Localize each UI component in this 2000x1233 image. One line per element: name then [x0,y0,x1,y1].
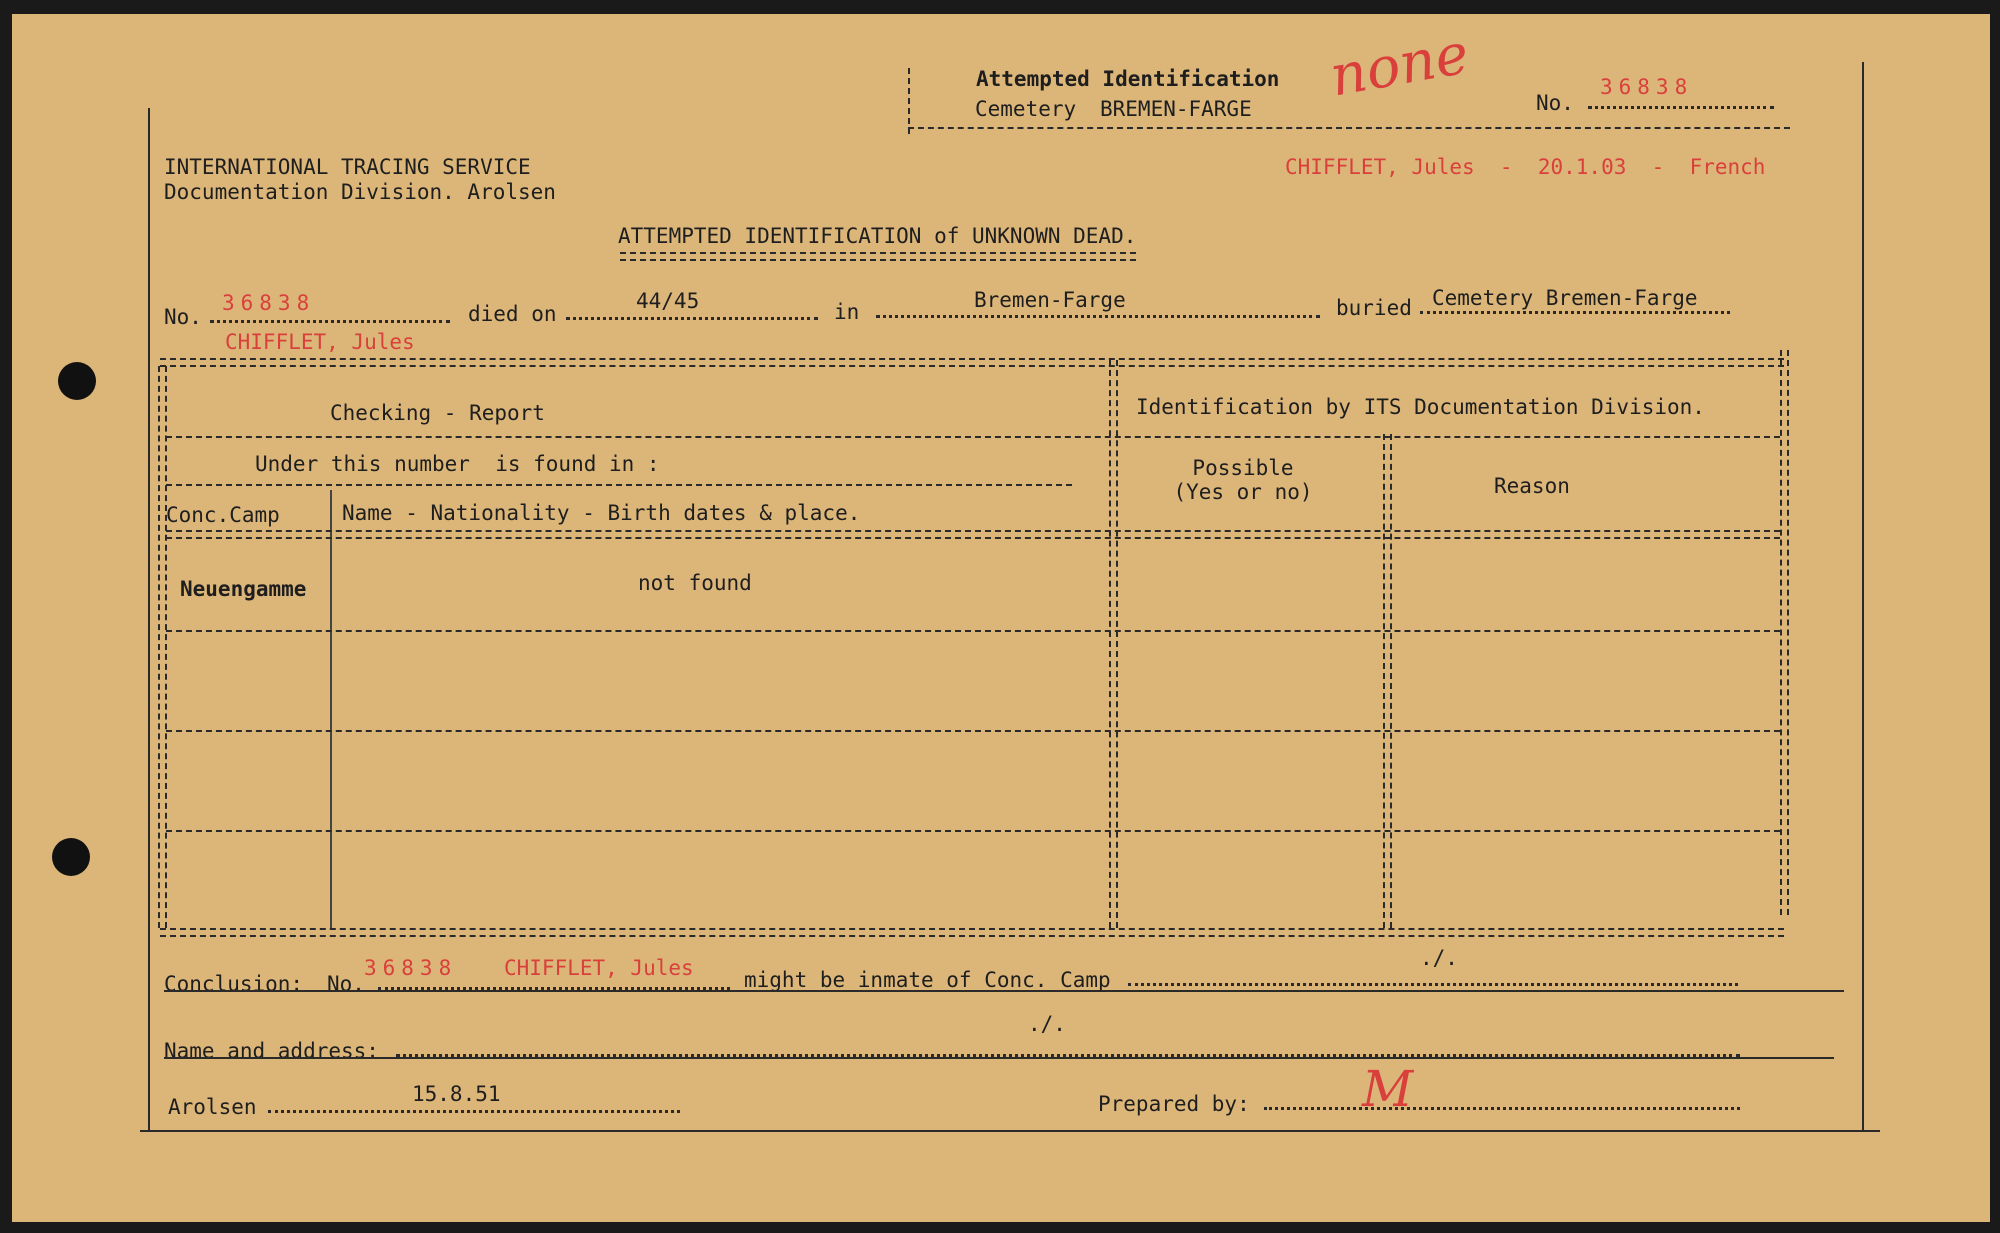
table-top-border [160,358,1784,367]
table-column-header-line [166,530,1780,539]
record-no-value: 36838 [222,291,316,315]
record-died-value: 44/45 [636,289,700,313]
punch-hole-top [58,362,96,400]
table-left-border [158,366,167,928]
conclusion-name: CHIFFLET, Jules [504,956,694,980]
conclusion-label: Conclusion: [164,972,304,996]
name-address-label: Name and address: [164,1039,379,1063]
org-line2: Documentation Division. Arolsen [164,180,556,204]
record-in-value: Bremen-Farge [974,288,1126,312]
footer-place: Arolsen [168,1095,257,1119]
table-divider-camp [330,490,332,928]
stamp-none-handwritten: none [1325,21,1474,110]
header-box-no-value: 36838 [1600,75,1694,99]
conclusion-text: might be inmate of Conc. Camp [744,968,1111,992]
table-row-line-2 [166,730,1780,732]
table-row-camp: Neuengamme [180,577,307,601]
record-no-dots [210,320,450,323]
table-right-border [1780,350,1789,915]
footer-date-dots [268,1110,680,1113]
card-right-border [1862,62,1864,1130]
header-box-no-label: No. [1536,91,1574,115]
conclusion-camp-dots [1128,983,1738,986]
conclusion-no-value: 36838 [364,956,458,980]
card-bottom-border [140,1130,1880,1132]
table-bottom-border [160,928,1784,937]
header-box-cemetery-value: BREMEN-FARGE [1100,97,1252,121]
header-box-left-border [908,68,910,134]
footer-date: 15.8.51 [412,1082,501,1106]
footer-prepared-label: Prepared by: [1098,1092,1250,1116]
card-left-border [148,108,150,1130]
name-address-value: ./. [1028,1012,1066,1036]
table-col-camp: Conc.Camp [166,503,280,527]
table-row-line-1 [166,630,1780,632]
person-header: CHIFFLET, Jules - 20.1.03 - French [1285,155,1766,179]
form-title: ATTEMPTED IDENTIFICATION of UNKNOWN DEAD. [618,224,1137,248]
conclusion-no-label: No. [327,972,365,996]
record-in-label: in [834,300,860,324]
table-header-line [166,436,1780,438]
record-in-dots [876,315,1320,318]
record-buried-dots [1420,311,1730,314]
table-col-possible: Possible (Yes or no) [1173,456,1313,505]
record-died-label: died on [468,302,557,326]
table-row-line-3 [166,830,1780,832]
form-title-underline [620,252,1136,261]
table-found-in: Under this number is found in : [255,452,660,476]
table-divider-reason [1383,434,1392,928]
table-left-title: Checking - Report [330,401,545,425]
record-name: CHIFFLET, Jules [225,330,415,354]
conclusion-camp-value: ./. [1420,946,1458,970]
record-no-label: No. [164,305,202,329]
name-address-underline [164,1057,1834,1059]
table-divider-main [1109,360,1118,928]
header-box-cemetery-label: Cemetery [975,97,1077,121]
record-died-dots [566,317,818,320]
footer-prepared-dots [1264,1107,1740,1110]
record-buried-value: Cemetery Bremen-Farge [1432,286,1698,310]
table-right-title: Identification by ITS Documentation Division. [1136,395,1705,419]
header-box-title: Attempted Identification [976,67,1280,91]
table-found-in-line [166,484,1072,486]
header-box-bottom-border [908,127,1790,129]
record-buried-label: buried [1336,296,1412,320]
header-box-no-dots [1588,106,1774,109]
org-line1: INTERNATIONAL TRACING SERVICE [164,155,531,179]
table-col-name: Name - Nationality - Birth dates & place. [342,501,861,525]
conclusion-underline [164,990,1844,992]
table-col-reason: Reason [1494,474,1570,498]
table-row-details: not found [638,571,752,595]
punch-hole-bottom [52,838,90,876]
footer-initials-signature: M [1362,1060,1414,1118]
